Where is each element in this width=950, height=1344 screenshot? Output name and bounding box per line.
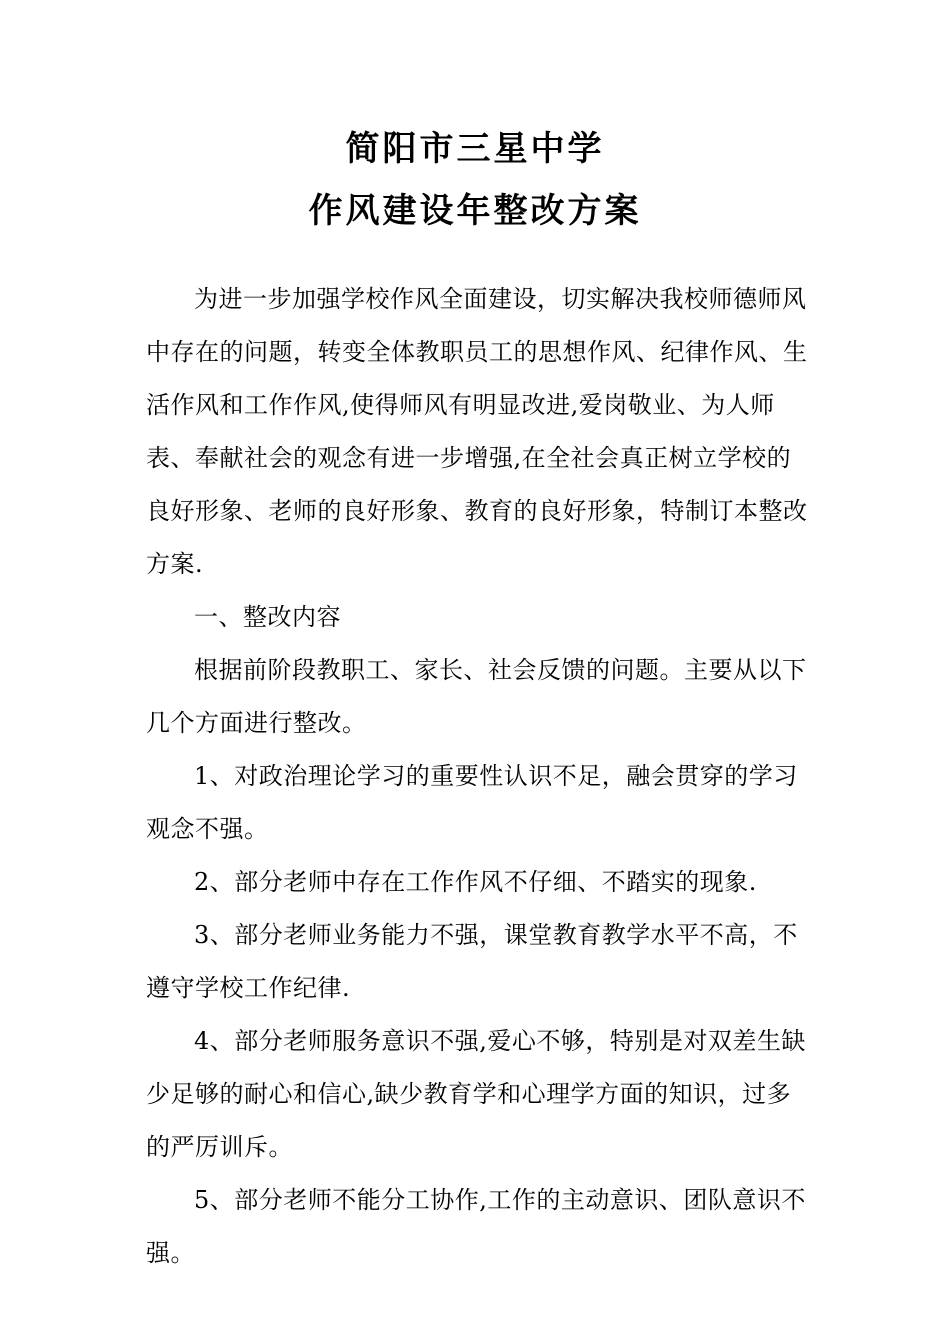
paragraph-intro: 为进一步加强学校作风全面建设，切实解决我校师德师风中存在的问题，转变全体教职员工的思想作风、纪律作风、生活作风和工作作风,使得师风有明显改进,爱岗敬业、为人师表、奉献社会的观念有进一步增强,在全社会真正树立学校的良好形象、老师的良好形象、教育的良好形象，特制订本整改方案. — [146, 285, 808, 578]
title-line-school: 简阳市三星中学 — [345, 129, 605, 169]
list-item-4: 4、部分老师服务意识不强,爱心不够，特别是对双差生缺少足够的耐心和信心,缺少教育学和心理学方面的知识，过多的严厉训斥。 — [146, 1027, 806, 1161]
list-item-1: 1、对政治理论学习的重要性认识不足，融会贯穿的学习观念不强。 — [146, 762, 798, 843]
document-title — [0, 118, 950, 242]
list-item-3: 3、部分老师业务能力不强，课堂教育教学水平不高，不遵守学校工作纪律. — [146, 921, 798, 1002]
list-item-2: 2、部分老师中存在工作作风不仔细、不踏实的现象. — [194, 868, 757, 896]
document-body — [146, 273, 808, 1280]
paragraph-basis: 根据前阶段教职工、家长、社会反馈的问题。主要从以下几个方面进行整改。 — [146, 656, 807, 737]
list-item-5: 5、部分老师不能分工协作,工作的主动意识、团队意识不强。 — [146, 1186, 806, 1267]
title-line-plan: 作风建设年整改方案 — [308, 191, 642, 231]
section-heading-rectification-content: 一、整改内容 — [194, 603, 341, 631]
